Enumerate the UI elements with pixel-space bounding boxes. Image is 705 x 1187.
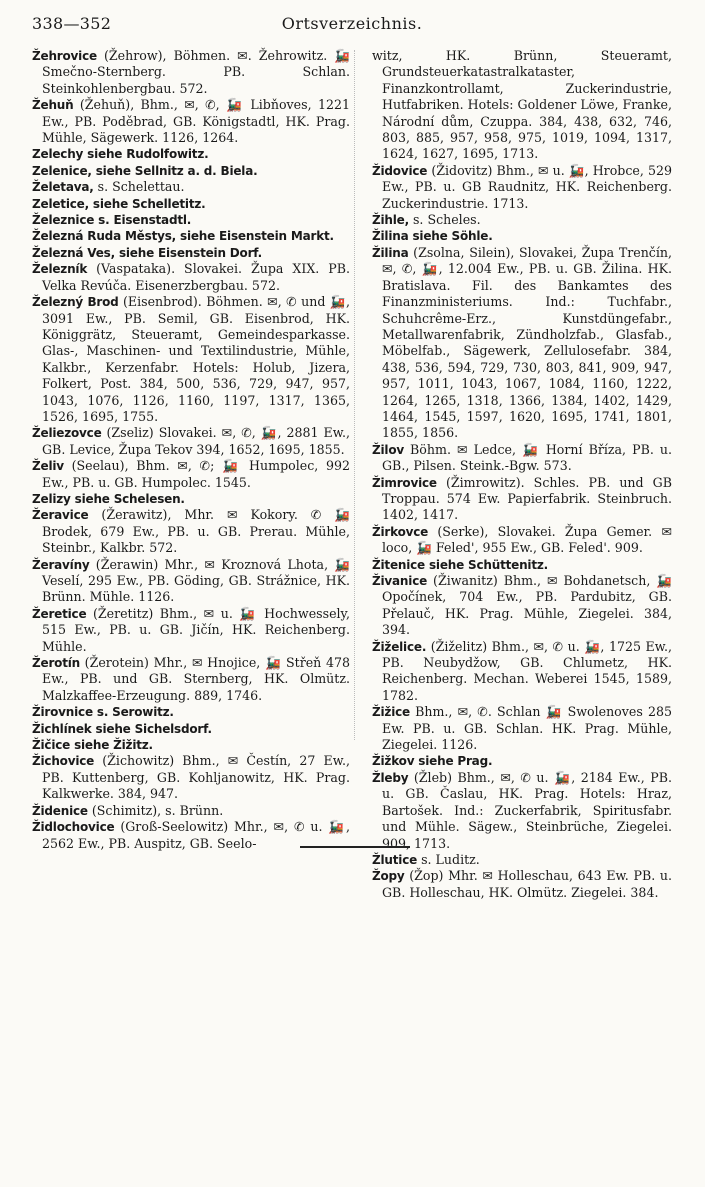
entry-headword: Žeravice — [32, 508, 89, 523]
entry-text: (Židovitz) Bhm., ✉ u. 🚂, Hrobce, 529 Ew., PB. u. GB Raudnitz, HK. Reichenberg. Zuckerindustrie. 1713. — [382, 162, 672, 211]
column-divider — [354, 50, 355, 740]
entry-text: s. Scheles. — [408, 212, 481, 228]
directory-entry — [32, 655, 350, 704]
entry-text: (Žerotein) Mhr., ✉ Hnojice, 🚂 Střeň 478 Ew., PB. und GB. Sternberg, HK. Olmütz. Malzkaffee-Erzeugung. 889, 1746. — [42, 655, 350, 703]
directory-entry — [32, 294, 350, 425]
entry-text: (Žehrow), Böhmen. ✉. Žehrowitz. 🚂 Smečno-Sternberg. PB. Schlan. Steinkohlenbergbau. 572. — [42, 48, 350, 96]
entry-headword: Žičice siehe Žižitz. — [32, 738, 153, 753]
entry-text: (Vaspataka). Slovakei. Župa XIX. PB. Velka Revúča. Eisenerzbergbau. 572. — [42, 261, 350, 293]
entry-headword: Žižkov siehe Prag. — [372, 754, 493, 769]
entry-headword: Žižice — [372, 705, 410, 720]
entry-headword: Želetava, — [32, 180, 94, 195]
directory-entry — [32, 245, 350, 261]
entry-headword: Zeletice, siehe Schelletitz. — [32, 196, 206, 211]
entry-text: (Serke), Slovakei. Župa Gemer. ✉ loco, 🚂 Feled', 955 Ew., GB. Feled'. 909. — [382, 523, 672, 556]
directory-entry — [372, 639, 672, 705]
entry-text: Böhm. ✉ Ledce, 🚂 Horní Bříza, PB. u. GB., Pilsen. Steink.-Bgw. 573. — [382, 441, 672, 474]
entry-headword: Žimrovice — [372, 475, 437, 490]
entry-headword: Zelizy siehe Schelesen. — [32, 491, 185, 506]
entry-text: (Schimitz), s. Brünn. — [87, 802, 224, 818]
directory-entry — [372, 212, 672, 228]
entry-headword: Železník — [32, 262, 88, 277]
entry-text: (Žerawitz), Mhr. ✉ Kokory. ✆ 🚂 Brodek, 679 Ew., PB. u. GB. Prerau. Mühle, Steinbr., Kalkbr. 572. — [42, 507, 350, 556]
directory-entry — [32, 803, 350, 819]
entry-headword: Žopy — [372, 869, 405, 884]
directory-entry — [32, 163, 350, 179]
entry-headword: Železnice s. Eisenstadtl. — [32, 213, 192, 228]
directory-entry — [32, 458, 350, 491]
entry-headword: Žilina — [372, 245, 409, 260]
entry-text: (Žerawin) Mhr., ✉ Kroznová Lhota, 🚂 Veselí, 295 Ew., PB. Göding, GB. Strážnice, HK. Brünn. Mühle. 1126. — [42, 556, 350, 605]
entry-text: witz, HK. Brünn, Steueramt, Grundsteuerkatastralkataster, Finanzkontrollamt, Zuckerindustrie, Hutfabriken. Hotels: Goldener Löwe, Franke, Národní dům, Czuppa. 384, 438, 632, 746, 803, 885, 957, 958, 975, 1019, 1094, 1317, 1624, 1627, 1695, 1713. — [372, 48, 672, 162]
entry-headword: Žerotín — [32, 656, 80, 671]
left-column — [32, 48, 350, 852]
entry-headword: Žehrovice — [32, 49, 97, 63]
page-range: 338—352 — [32, 14, 112, 33]
entry-headword: Zelenice, siehe Sellnitz a. d. Biela. — [32, 163, 258, 178]
directory-entry — [372, 852, 672, 868]
entry-headword: Židenice — [32, 803, 88, 818]
directory-entry — [32, 196, 350, 212]
entry-text: (Žiželitz) Bhm., ✉, ✆ u. 🚂, 1725 Ew., PB. Neubydžow, GB. Chlumetz, HK. Reichenberg. Mechan. Weberei 1545, 1589, 1782. — [382, 638, 672, 703]
directory-entry — [32, 491, 350, 507]
entry-text: s. Luditz. — [417, 851, 480, 867]
directory-entry — [32, 721, 350, 737]
directory-entry — [32, 425, 350, 458]
entry-headword: Žeravíny — [32, 557, 90, 572]
directory-entry — [372, 770, 672, 852]
entry-text: (Eisenbrod). Böhmen. ✉, ✆ und 🚂, 3091 Ew., PB. Semil, GB. Eisenbrod, HK. Königgrätz, Steueramt, Gemeindesparkasse. Glas-, Maschinen- und Textilindustrie, Mühle, Kalkbr., Kerzenfabr. Hotels: Holub, Jizera, Folkert, Post. 384, 500, 536, 729, 947, 957, 1043, 1076, 1126, 1160, 1197, 1317, 1365, 1526, 1695, 1755. — [42, 294, 350, 424]
directory-entry — [372, 475, 672, 524]
directory-entry — [32, 228, 350, 244]
directory-entry — [372, 704, 672, 753]
directory-entry — [372, 442, 672, 475]
entry-headword: Živanice — [372, 574, 428, 588]
entry-text: (Žehuň), Bhm., ✉, ✆, 🚂 Libňoves, 1221 Ew., PB. Poděbrad, GB. Königstadtl, HK. Prag. Mühle, Sägewerk. 1126, 1264. — [42, 97, 350, 146]
entry-headword: Židlochovice — [32, 820, 115, 835]
entry-text: (Seelau), Bhm. ✉, ✆; 🚂 Humpolec, 992 Ew., PB. u. GB. Humpolec. 1545. — [42, 458, 350, 490]
section-end-rule — [300, 846, 410, 848]
directory-entry — [32, 507, 350, 556]
entry-text: (Žop) Mhr. ✉ Holleschau, 643 Ew. PB. u. GB. Holleschau, HK. Olmütz. Ziegelei. 384. — [382, 868, 672, 900]
entry-headword: Žlutice — [372, 852, 418, 867]
directory-entry — [32, 97, 350, 146]
entry-headword: Žitenice siehe Schüttenitz. — [372, 557, 549, 572]
entry-headword: Žilov — [372, 442, 404, 457]
entry-headword: Žichlínek siehe Sichelsdorf. — [32, 721, 212, 736]
directory-entry — [372, 245, 672, 442]
directory-entry — [372, 868, 672, 901]
directory-entry — [32, 179, 350, 195]
entry-headword: Želiv — [32, 459, 64, 474]
entry-headword: Žihle, — [372, 213, 409, 228]
page-title: Ortsverzeichnis. — [281, 14, 423, 33]
directory-entry — [372, 524, 672, 557]
entry-headword: Žeretice — [32, 606, 87, 621]
entry-headword: Želiezovce — [32, 426, 102, 441]
directory-entry — [32, 146, 350, 162]
entry-headword: Žirkovce — [372, 524, 429, 539]
directory-entry — [372, 163, 672, 212]
entry-text: (Zsolna, Silein), Slovakei, Župa Trenčín, ✉, ✆, 🚂, 12.004 Ew., PB. u. GB. Žilina. HK. Bratislava. Fil. des Bankamtes des Finanzministeriums. Ind.: Tuchfabr., Schuhcrême-Erz., Kunstdüngefabr., Metallwarenfabrik, Zündholzfab., Glasfab., Möbelfab., Sägewerk, Zellulosefabr. 384, 438, 536, 594, 729, 730, 803, 841, 909, 947, 957, 1011, 1043, 1067, 1084, 1160, 1222, 1264, 1265, 1318, 1366, 1384, 1402, 1429, 1464, 1545, 1597, 1620, 1695, 1741, 1801, 1855, 1856. — [382, 244, 672, 441]
entry-text: (Žeretitz) Bhm., ✉ u. 🚂 Hochwessely, 515 Ew., PB. u. GB. Jičín, HK. Reichenberg. Mühle. — [42, 605, 350, 654]
entry-headword: Železná Ves, siehe Eisenstein Dorf. — [32, 245, 263, 260]
entry-text: Bhm., ✉, ✆. Schlan 🚂 Swolenoves 285 Ew. PB. u. GB. Schlan. HK. Prag. Mühle, Ziegelei. 1126. — [382, 704, 672, 753]
entry-headword: Žleby — [372, 770, 409, 785]
directory-entry — [32, 737, 350, 753]
entry-headword: Žiželice. — [372, 639, 427, 654]
entry-headword: Žirovnice s. Serowitz. — [32, 705, 174, 720]
entry-text: (Žiwanitz) Bhm., ✉ Bohdanetsch, 🚂 Opočínek, 704 Ew., PB. Pardubitz, GB. Přelauč, HK. Prag. Mühle, Ziegelei. 384, 394. — [382, 573, 672, 638]
directory-entry — [32, 753, 350, 802]
entry-headword: Žilina siehe Söhle. — [372, 229, 493, 244]
directory-entry — [32, 704, 350, 720]
entry-text: (Žichowitz) Bhm., ✉ Čestín, 27 Ew., PB. Kuttenberg, GB. Kohljanowitz, HK. Prag. Kalkwerke. 384, 947. — [42, 753, 350, 802]
page-header — [32, 14, 672, 36]
directory-entry — [32, 212, 350, 228]
entry-text: s. Schelettau. — [93, 179, 185, 195]
directory-entry — [372, 48, 672, 163]
entry-text: (Žimrowitz). Schles. PB. und GB Troppau. 574 Ew. Papierfabrik. Steinbruch. 1402, 1417. — [382, 474, 672, 523]
directory-entry — [372, 557, 672, 573]
directory-entry — [32, 48, 350, 97]
directory-entry — [32, 261, 350, 294]
directory-entry — [372, 753, 672, 769]
entry-text: (Žleb) Bhm., ✉, ✆ u. 🚂, 2184 Ew., PB. u. GB. Časlau, HK. Prag. Hotels: Hraz, Bartošek. Ind.: Zuckerfabrik, Spiritusfabr. und Mühle. Sägew., Steinbrüche, Ziegelei. 909, 1713. — [382, 769, 672, 851]
directory-entry — [32, 557, 350, 606]
directory-entry — [372, 228, 672, 244]
directory-entry — [32, 606, 350, 655]
entry-headword: Zelechy siehe Rudolfowitz. — [32, 147, 209, 162]
entry-text: (Zseliz) Slovakei. ✉, ✆, 🚂, 2881 Ew., GB. Levice, Župa Tekov 394, 1652, 1695, 1855. — [42, 425, 350, 457]
directory-entry — [372, 573, 672, 639]
entry-text: (Groß-Seelowitz) Mhr., ✉, ✆ u. 🚂, 2562 Ew., PB. Auspitz, GB. Seelo- — [42, 819, 350, 851]
entry-headword: Železná Ruda Městys, siehe Eisenstein Markt. — [32, 229, 334, 244]
right-column — [372, 48, 672, 901]
entry-headword: Židovice — [372, 163, 428, 178]
entry-headword: Železný Brod — [32, 295, 119, 310]
entry-headword: Žichovice — [32, 754, 95, 769]
entry-headword: Žehuň — [32, 98, 74, 113]
